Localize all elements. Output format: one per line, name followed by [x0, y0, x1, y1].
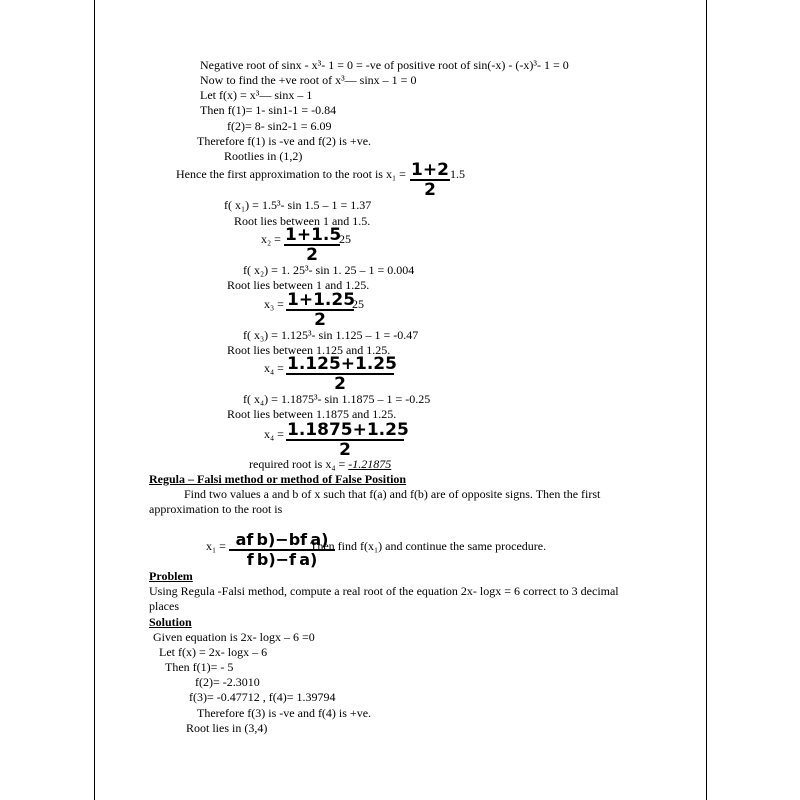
fraction-denominator: f b)−f a): [246, 550, 318, 569]
text-line: 1.5: [450, 167, 465, 181]
section-heading: Regula – Falsi method or method of False Position: [149, 472, 407, 486]
required-root-value: -1.21875: [348, 457, 392, 471]
text-line: Negative root of sinx - x³- 1 = 0 = -ve of positive root of sin(-x) - (-x)³- 1 = 0: [200, 58, 569, 72]
text-line: f( x₂) = 1. 25³- sin 1. 25 – 1 = 0.004: [243, 263, 415, 277]
section-heading: Solution: [149, 615, 192, 629]
text-line: Then find f(x₁) and continue the same procedure.: [310, 539, 547, 553]
text-line: Root lies between 1 and 1.5.: [234, 214, 371, 228]
fraction-numerator: 1.1875+1.25: [287, 420, 409, 440]
text-line: Therefore f(3) is -ve and f(4) is +ve.: [197, 706, 372, 720]
text-line: approximation to the root is: [149, 502, 283, 516]
text-line: Now to find the +ve root of x³— sinx – 1 = 0: [200, 73, 417, 87]
text-line: f(3)= -0.47712 , f(4)= 1.39794: [189, 690, 336, 704]
text-line: Root lies in (3,4): [186, 721, 268, 735]
text-line: places: [149, 599, 179, 613]
text-line: Then f(1)= - 5: [165, 660, 234, 674]
text-line: Root lies between 1.1875 and 1.25.: [227, 407, 397, 421]
text-line: Therefore f(1) is -ve and f(2) is +ve.: [197, 134, 372, 148]
text-line: f(2)= 8- sin2-1 = 6.09: [227, 119, 332, 133]
text-line: Let f(x) = 2x- logx – 6: [159, 645, 268, 659]
fraction-denominator: 2: [424, 180, 436, 200]
fraction-numerator: 1.125+1.25: [287, 354, 397, 374]
fraction-numerator: 1+2: [411, 160, 449, 180]
text-line: x₂ =: [261, 232, 281, 246]
text-line: x₄ =: [264, 427, 284, 441]
fraction-numerator: 1+1.25: [287, 290, 356, 310]
text-line: Root lies between 1.125 and 1.25.: [227, 343, 391, 357]
fraction-denominator: 2: [306, 245, 318, 265]
text-line: [249, 457, 391, 471]
fraction: [410, 161, 450, 199]
text-line: x₃ =: [264, 297, 284, 311]
fraction: [286, 291, 354, 329]
text-line: Find two values a and b of x such that f(a) and f(b) are of opposite signs. Then the first: [184, 487, 601, 501]
text-line: Then f(1)= 1- sin1-1 = -0.84: [200, 103, 337, 117]
text-line: x₄ =: [264, 361, 284, 375]
text-line: 25: [352, 297, 364, 311]
required-root-label: required root is x₄ =: [249, 457, 349, 471]
text-line: f(2)= -2.3010: [195, 675, 260, 689]
text-line: Hence the first approximation to the root is x₁ =: [176, 167, 406, 181]
fraction-denominator: 2: [334, 374, 346, 394]
text-line: f( x₄) = 1.1875³- sin 1.1875 – 1 = -0.25: [243, 392, 431, 406]
text-line: f( x₁) = 1.5³- sin 1.5 – 1 = 1.37: [224, 198, 372, 212]
fraction-denominator: 2: [339, 440, 351, 460]
fraction: [286, 420, 409, 460]
text-line: Given equation is 2x- logx – 6 =0: [153, 630, 315, 644]
text-line: Root lies between 1 and 1.25.: [227, 278, 370, 292]
text-line: f( x₃) = 1.125³- sin 1.125 – 1 = -0.47: [243, 328, 419, 342]
text-line: x₁ =: [206, 539, 226, 553]
fraction: [284, 226, 340, 264]
text-line: Rootlies in (1,2): [224, 149, 303, 163]
fraction: [286, 354, 397, 394]
text-line: Let f(x) = x³— sinx – 1: [200, 88, 313, 102]
fraction-numerator: 1+1.5: [285, 225, 342, 245]
fraction-denominator: 2: [314, 310, 326, 330]
text-line: 25: [339, 232, 351, 246]
section-heading: Problem: [149, 569, 193, 583]
text-line: Using Regula -Falsi method, compute a real root of the equation 2x- logx = 6 correct to 3 decimal: [149, 584, 619, 598]
fraction-numerator: af b)−bf a): [229, 531, 335, 551]
